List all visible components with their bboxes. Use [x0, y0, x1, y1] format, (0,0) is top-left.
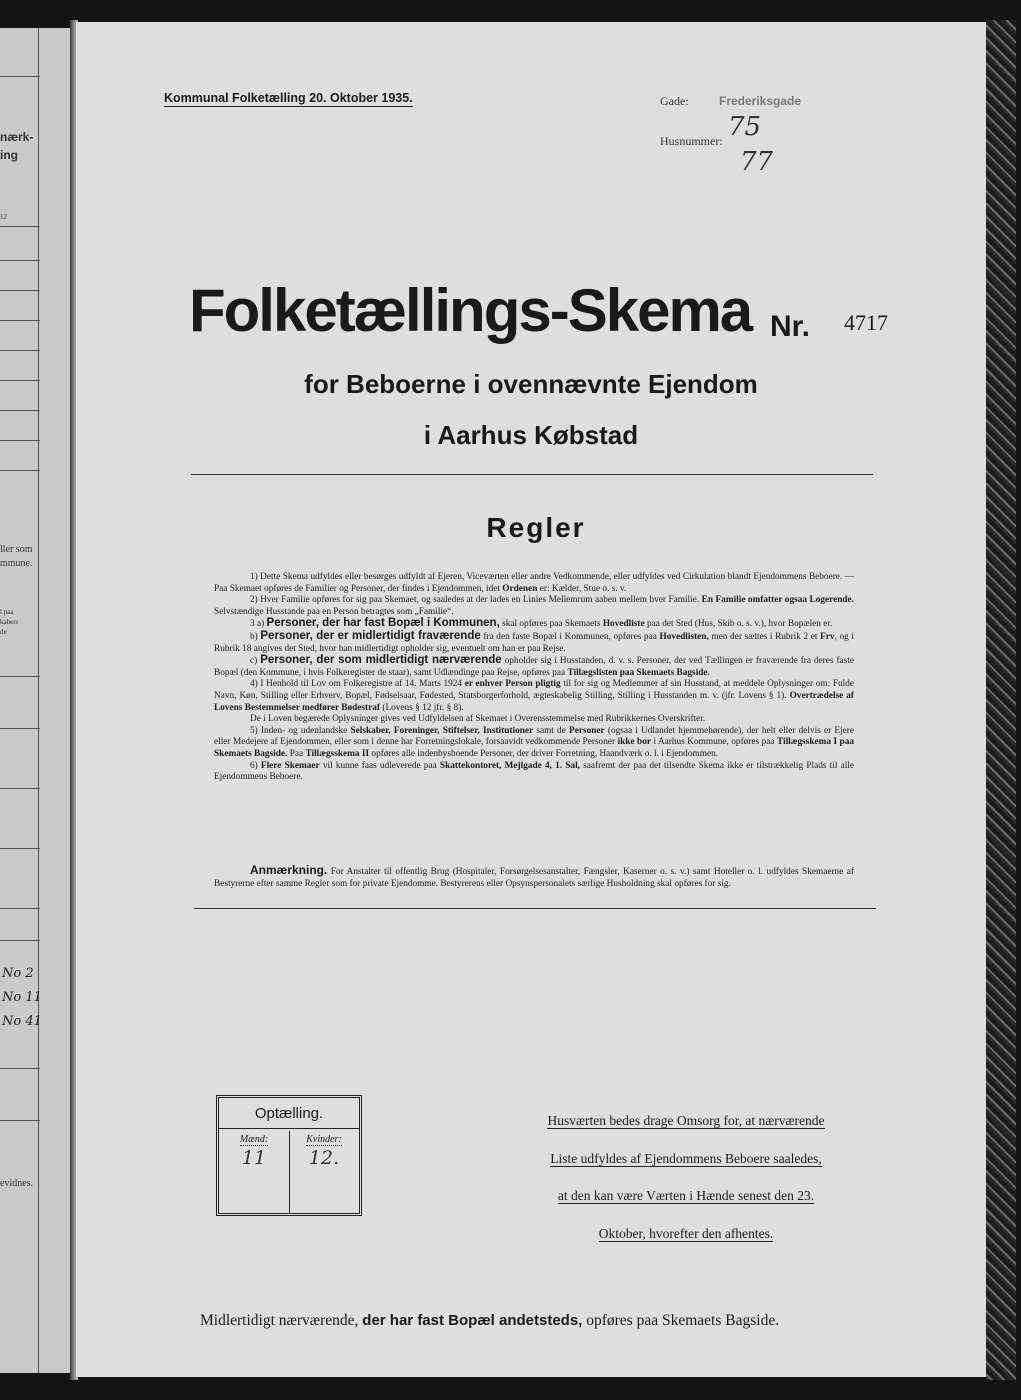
left-page-handwritten: No 2 — [2, 966, 34, 981]
street-value: Frederiksgade — [719, 94, 802, 108]
count-women-column — [289, 1131, 359, 1213]
rule-4: 4) I Henhold til Lov om Folkeregistre af 14. Marts 1924 er enhver Person pligtig til for sig og Medlemmer af sin Husstand, at meddele Oplysninger om: Fulde Navn, Køn, Stilling eller Erhverv, Bopæl, Fødselsaar, Fødested, Statsborgerforhold, ægteskabelig Stilling, Stilling i Husstanden m. v. (jfr. Lovens § 1). Overtrædelse af Lovens Bestemmelser medfører Bødestraf (Lovens § 12 jfr. § 8). — [214, 679, 855, 713]
left-page-rule — [0, 440, 40, 441]
left-page-rule — [0, 848, 40, 849]
left-page-rule — [0, 320, 40, 321]
left-page-rule — [0, 676, 40, 677]
left-page-handwritten: No 41 — [2, 1014, 42, 1029]
left-page-strip — [0, 28, 70, 1373]
census-date-line: Kommunal Folketælling 20. Oktober 1935. — [164, 91, 413, 105]
left-page-rule — [0, 1120, 40, 1121]
left-page-handwritten: No 11 — [2, 990, 42, 1005]
census-form-page — [76, 22, 986, 1377]
left-page-fragment: kabers — [0, 618, 19, 626]
left-page-fragment: ing — [0, 148, 18, 162]
left-page-border — [38, 28, 39, 1373]
remark-text: For Anstalter til offentlig Brug (Hospitaler, Forsørgelsesanstalter, Fængsler, Kaserner o. s. v.) samt Hoteller o. l. udfyldes Skemaerne af Bestyrerne efter samme Regler som for private Ejendomme. Bestyrerens eller Opsynspersonalets særlige Husholdning skal opføres for sig. — [214, 867, 854, 889]
remark-label: Anmærkning. — [250, 863, 328, 877]
rule-3c: c) Personer, der som midlertidigt nærværende opholder sig i Husstanden, d. v. s. Personer, der ved Tællingen er fraværende fra deres faste Bopæl (den Kommune, i hvis Folkeregister de staar), samt Udlændinge paa Rejse, opføres paa Tillægslisten paa Skemaets Bagside. — [214, 654, 855, 678]
left-page-rule — [0, 290, 40, 291]
footer-note — [200, 1312, 779, 1330]
left-page-rule — [0, 470, 40, 471]
form-title: Folketællings-Skema — [189, 277, 752, 344]
rule-6: 6) Flere Skemaer vil kunne faas udleverede paa Skattekontoret, Mejlgade 4, 1. Sal, saafremt der paa det tilsendte Skema ikke er tilstrækkelig Plads til alle Ejendommens Beboere. — [214, 760, 854, 783]
count-men-column — [219, 1131, 290, 1213]
notice-line-2: Liste udfyldes af Ejendommens Beboere saaledes, — [550, 1150, 822, 1166]
remark-note — [214, 865, 854, 891]
form-number-value: 4717 — [844, 310, 888, 335]
left-page-rule — [0, 1068, 40, 1069]
left-page-fragment: 12 — [0, 213, 7, 221]
house-number-handwritten: 75 — [728, 112, 762, 142]
rule-3a: 3 a) Personer, der har fast Bopæl i Kommunen, skal opføres paa Skemaets Hovedliste paa det Sted (Hus, Skib o. s. v.), hvor Bopælen er. — [250, 617, 833, 630]
landlord-notice — [516, 1102, 856, 1252]
form-subtitle-1: for Beboerne i ovennævnte Ejendom — [304, 369, 758, 399]
rule-4-note: De i Loven begærede Oplysninger gives ved Udfyldelsen af Skemaet i Overensstemmelse med Rubrikkernes Overskrifter. — [250, 714, 706, 725]
rule-1: 1) Dette Skema udfyldes eller besørges udfyldt af Ejeren, Viceværten eller andre Vedkommende, eller udfyldes ved Cirkulation blandt Ejendommens Beboere. — Paa Skemaet opføres de Familier og Personer, der findes i Ejendommen, idet Ordenen er: Kælder, Stue o. s. v. — [214, 572, 854, 594]
left-page-rule — [0, 908, 40, 909]
rules-heading: Regler — [486, 512, 586, 543]
house-number-label: Husnummer: — [660, 134, 723, 148]
footer-post: opføres paa Skemaets Bagside. — [586, 1312, 780, 1329]
street-label: Gade: — [660, 94, 689, 108]
left-page-fragment: ller som — [0, 544, 33, 555]
notice-line-3: at den kan være Værten i Hænde senest den 23. — [557, 1188, 815, 1203]
footer-pre: Midlertidigt nærværende, — [200, 1312, 359, 1329]
left-page-fragment: mmune. — [0, 558, 33, 569]
count-men-label: Mænd: — [239, 1134, 269, 1145]
form-subtitle-2: i Aarhus Købstad — [423, 420, 639, 450]
count-women-value: 12. — [308, 1147, 340, 1169]
left-page-fragment: evidnes. — [0, 1178, 34, 1189]
notice-line-1: Husværten bedes drage Omsorg for, at nærværende — [547, 1113, 825, 1128]
count-box-heading: Optælling. — [219, 1098, 359, 1129]
left-page-rule — [0, 728, 40, 729]
left-page-rule — [0, 350, 40, 351]
rules-text — [214, 572, 854, 784]
rule-2: 2) Hver Familie opføres for sig paa Skemaet, og saaledes at der lades en Linies Mellemrum aaben mellem hver Familie. En Familie omfatter ogsaa Logerende. Selvstændige Husstande paa en Person betragtes som „Familie“. — [214, 595, 854, 617]
divider-bottom — [194, 908, 876, 909]
left-page-rule — [0, 76, 40, 77]
notice-line-4: Oktober, hvorefter den afhentes. — [598, 1225, 774, 1241]
count-women-label: Kvinder: — [306, 1134, 342, 1145]
divider-top — [191, 474, 873, 475]
left-page-fragment: nærk- — [0, 130, 34, 144]
footer-bold: der har fast Bopæl andetsteds, — [362, 1312, 583, 1329]
count-men-value: 11 — [241, 1147, 267, 1169]
left-page-fragment: de — [0, 628, 7, 636]
left-page-rule — [0, 260, 40, 261]
left-page-rule — [0, 788, 40, 789]
rule-5: 5) Inden- og udenlandske Selskaber, Foreninger, Stiftelser, Institutioner samt de Personer (ogsaa i Udlandet hjemmehørende), der helt eller delvis er Ejere eller Medejere af Ejendommen, eller som i denne har Forretningslokale, forsaavidt vedkommende Personer ikke bor i Aarhus Kommune, opføres paa Tillægsskema I paa Skemaets Bagside. Paa Tillægsskema II opføres alle indenbysboende Personer, der driver Forretning, Haandværk o. l. i Ejendommen. — [214, 725, 855, 759]
left-page-rule — [0, 410, 40, 411]
left-page-rule — [0, 940, 40, 941]
rule-3b: b) Personer, der er midlertidigt fraværende fra den faste Bopæl i Kommunen, opføres paa Hovedlisten, men der sættes i Rubrik 2 et Frv, og i Rubrik 18 angives det Sted, hvor han midlertidigt opholder sig, eventuelt om han er paa Rejse. — [214, 629, 855, 654]
book-binding-edge — [986, 20, 1016, 1380]
form-number-label: Nr. — [770, 310, 811, 343]
left-page-fragment: l paa — [0, 608, 14, 616]
left-page-rule — [0, 226, 40, 227]
house-number-handwritten-2: 77 — [740, 147, 774, 177]
left-page-rule — [0, 380, 40, 381]
count-box — [216, 1095, 362, 1216]
